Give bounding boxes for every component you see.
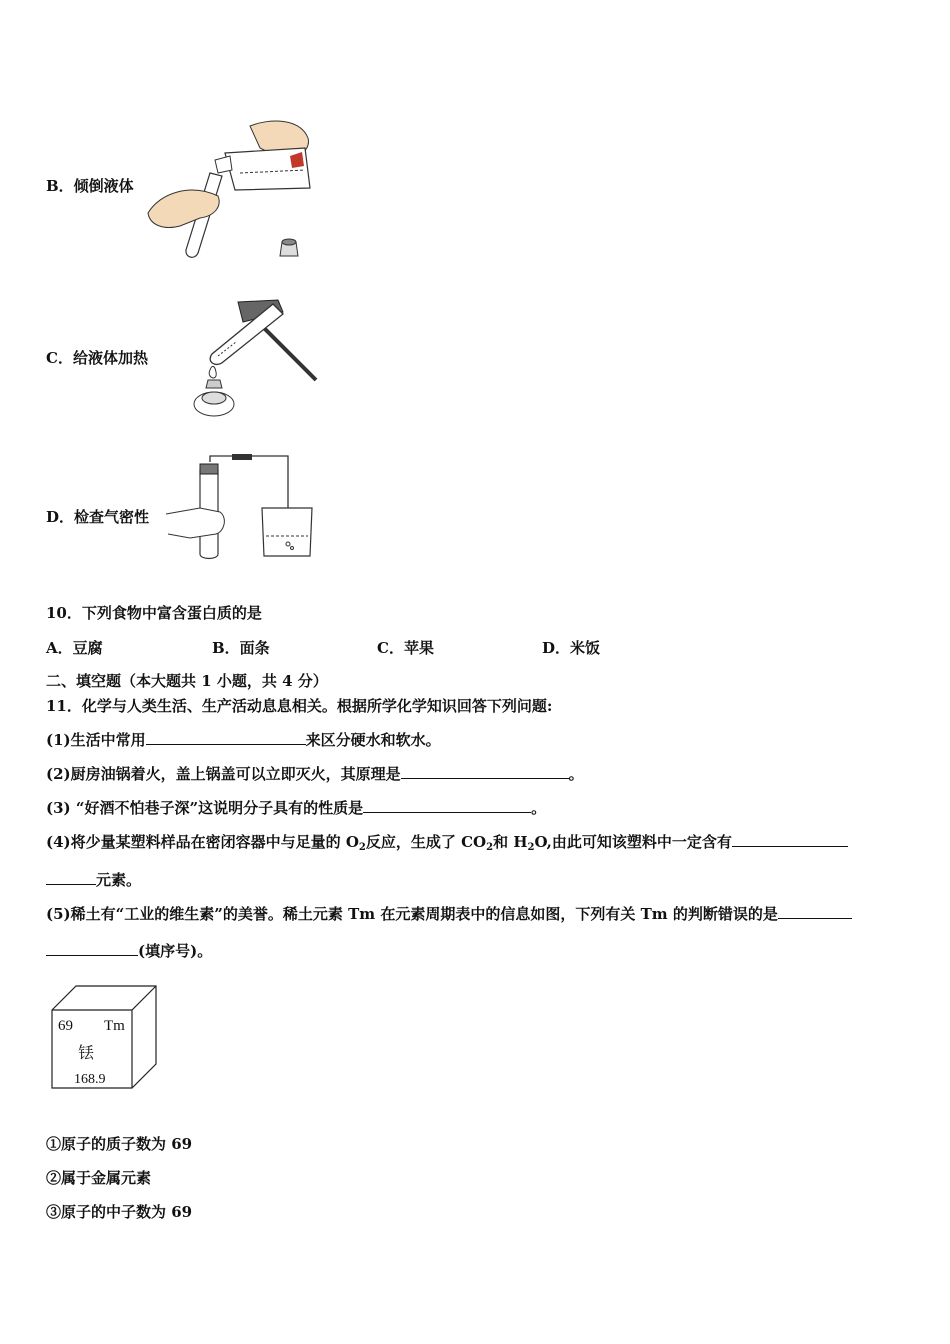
q11-part4-sub1: 2 <box>358 842 366 853</box>
option-c-label: C．给液体加热 <box>46 349 148 367</box>
q11-part3 <box>46 798 546 818</box>
q11-part3-blank[interactable] <box>363 798 531 813</box>
q11-part5 <box>46 904 852 924</box>
option-b-label: B．倾倒液体 <box>46 177 134 195</box>
q11-part5-cont <box>46 941 212 961</box>
q10-option-c: C．苹果 <box>377 639 434 657</box>
q11-part4-text-e: 元素。 <box>96 871 142 889</box>
q11-part4-blank-cont[interactable] <box>46 870 96 885</box>
q11-part1-blank[interactable] <box>146 730 306 745</box>
q10-option-d: D．米饭 <box>542 639 601 657</box>
q11-part4 <box>46 832 848 858</box>
q11-part4-text-a: (4)将少量某塑料样品在密闭容器中与足量的 O <box>46 833 359 851</box>
statement-2: ②属于金属元素 <box>46 1169 152 1187</box>
q11-part4-text-d: O,由此可知该塑料中一定含有 <box>534 833 732 851</box>
q10-stem: 10．下列食物中富含蛋白质的是 <box>46 604 262 622</box>
q11-part2 <box>46 764 584 784</box>
q11-part2-text-b: 。 <box>568 765 584 783</box>
q11-part4-sub3: 2 <box>527 842 535 853</box>
q11-part1-text-a: (1)生活中常用 <box>46 731 146 749</box>
q11-part3-text-b: 。 <box>531 799 547 817</box>
q11-part1-text-b: 来区分硬水和软水。 <box>305 731 441 749</box>
q11-part4-text-b: 反应，生成了 CO <box>365 833 487 851</box>
q11-part2-text-a: (2)厨房油锅着火，盖上锅盖可以立即灭火，其原理是 <box>46 765 401 783</box>
q10-option-b: B．面条 <box>212 639 270 657</box>
q11-part5-text-a: (5)稀土有“工业的维生素”的美誉。稀土元素 Tm 在元素周期表中的信息如图，下列有关 Tm 的判断错误的是 <box>46 905 778 923</box>
heating-liquid-figure <box>188 292 328 427</box>
pouring-liquid-figure <box>140 118 320 263</box>
element-name: 铥 <box>78 1043 95 1062</box>
q11-part4-cont <box>46 870 141 890</box>
q11-part3-text-a: (3) “好酒不怕巷子深”这说明分子具有的性质是 <box>46 799 364 817</box>
q11-part1 <box>46 730 441 750</box>
q11-part4-text-c: 和 H <box>493 833 528 851</box>
q11-part4-sub2: 2 <box>486 842 494 853</box>
element-cell-figure <box>50 984 160 1090</box>
airtightness-check-figure <box>160 452 320 562</box>
statement-3: ③原子的中子数为 69 <box>46 1203 193 1221</box>
q11-part4-blank[interactable] <box>732 832 848 847</box>
option-d-label: D．检查气密性 <box>46 508 150 526</box>
element-mass: 168.9 <box>74 1072 106 1087</box>
statement-1: ①原子的质子数为 69 <box>46 1135 193 1153</box>
element-symbol: Tm <box>104 1018 125 1034</box>
q11-part5-blank-cont[interactable] <box>46 941 138 956</box>
element-atomic-number: 69 <box>58 1018 73 1034</box>
section-heading: 二、填空题（本大题共 1 小题，共 4 分） <box>46 672 328 690</box>
q11-stem: 11．化学与人类生活、生产活动息息相关。根据所学化学知识回答下列问题: <box>46 697 553 715</box>
q10-option-a: A．豆腐 <box>46 639 103 657</box>
q11-part5-text-b: (填序号)。 <box>138 942 213 960</box>
q11-part5-blank[interactable] <box>778 904 852 919</box>
q11-part2-blank[interactable] <box>401 764 569 779</box>
